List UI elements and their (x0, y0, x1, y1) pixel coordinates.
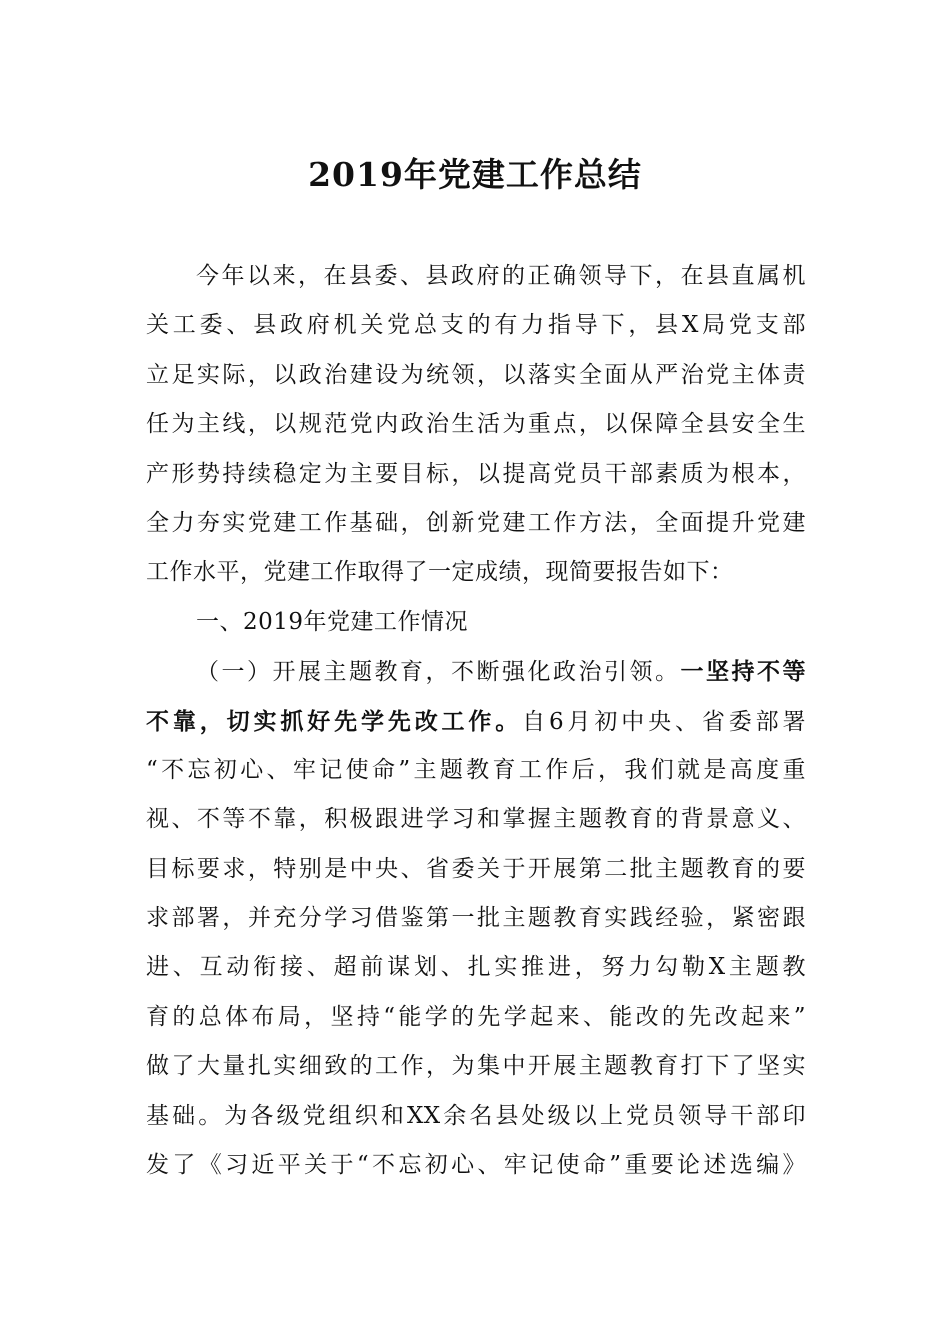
paragraph-line (146, 795, 806, 844)
document-title: 2019年党建工作总结 (308, 155, 642, 194)
paragraph-line (146, 351, 806, 400)
paragraph-line (146, 697, 806, 746)
paragraph-line (146, 499, 806, 548)
document-body (146, 252, 806, 1190)
line-text: 工作水平，党建工作取得了一定成绩，现简要报告如下： (146, 559, 734, 586)
line-text: 进、互动衔接、超前谋划、扎实推进，努力勾勒X主题教 (146, 954, 806, 981)
paragraph-line (146, 548, 806, 597)
line-text: 全力夯实党建工作基础，创新党建工作方法，全面提升党建 (146, 509, 806, 536)
paragraph-line (146, 845, 806, 894)
paragraph-line (146, 993, 806, 1042)
line-text: 立足实际，以政治建设为统领，以落实全面从严治党主体责 (146, 361, 806, 388)
heading-text: 一、2019年党建工作情况 (196, 608, 469, 635)
line-text: 目标要求，特别是中央、省委关于开展第二批主题教育的要 (146, 855, 806, 882)
line-text: 任为主线，以规范党内政治生活为重点，以保障全县安全生 (146, 411, 806, 438)
paragraph-line (146, 894, 806, 943)
line-text: 今年以来，在县委、县政府的正确领导下，在县直属机 (196, 263, 806, 289)
line-text: 育的总体布局，坚持“能学的先学起来、能改的先改起来” (146, 1003, 806, 1030)
line-text: 自6月初中央、省委部署 (522, 708, 806, 735)
line-text: 视、不等不靠，积极跟进学习和掌握主题教育的背景意义、 (146, 806, 806, 833)
paragraph-line (146, 450, 806, 499)
paragraph-line (146, 943, 806, 992)
paragraph-line (146, 1042, 806, 1091)
bold-lead-text: 一坚持不等 (680, 658, 806, 686)
paragraph-line (146, 252, 806, 301)
paragraph-line (146, 400, 806, 449)
paragraph-line (146, 1141, 806, 1190)
line-text: “不忘初心、牢记使命”主题教育工作后，我们就是高度重 (146, 756, 806, 783)
line-text: 关工委、县政府机关党总支的有力指导下，县X局党支部 (146, 312, 806, 339)
line-text: 做了大量扎实细致的工作，为集中开展主题教育打下了坚实 (146, 1053, 806, 1080)
paragraph-line (146, 647, 806, 696)
line-text: 产形势持续稳定为主要目标，以提高党员干部素质为根本， (146, 460, 806, 487)
section-heading (146, 598, 806, 647)
paragraph-line (146, 1092, 806, 1141)
line-text: 求部署，并充分学习借鉴第一批主题教育实践经验，紧密跟 (146, 905, 806, 932)
line-text: 发了《习近平关于“不忘初心、牢记使命”重要论述选编》 (146, 1152, 806, 1179)
bold-lead-text: 不靠，切实抓好先学先改工作。 (146, 707, 523, 735)
line-text: 基础。为各级党组织和XX余名县处级以上党员领导干部印 (146, 1102, 806, 1129)
paragraph-line (146, 301, 806, 350)
subheading-text: （一）开展主题教育，不断强化政治引领。 (196, 659, 681, 686)
paragraph-line (146, 746, 806, 795)
